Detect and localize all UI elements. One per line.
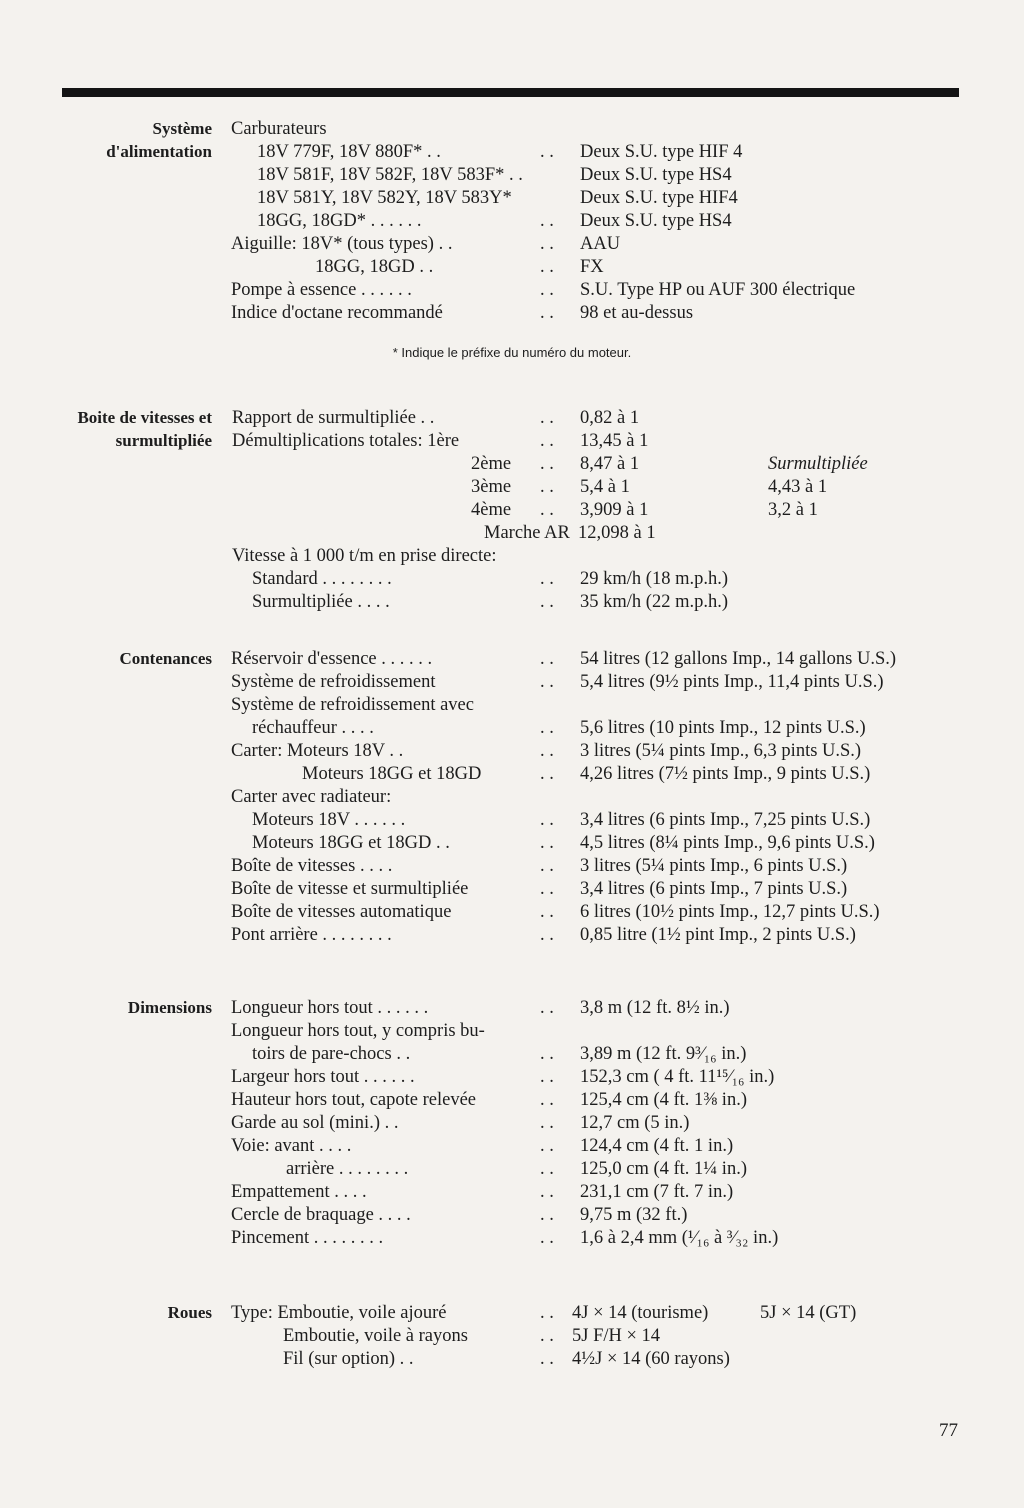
spec-row: 4ème . . 3,909 à 1 3,2 à 1 <box>471 500 818 520</box>
spec-row: Voie: avant . . . . . . 124,4 cm (4 ft. 1 in.) <box>231 1136 734 1156</box>
spec-row: Moteurs 18V . . . . . . . . 3,4 litres (6 pints Imp., 7,25 pints U.S.) <box>252 810 871 830</box>
section-label: Boite de vitesses et surmultipliée <box>77 408 212 450</box>
spec-row: Système de refroidissement avec <box>231 695 474 715</box>
spec-row: 2ème . . 8,47 à 1 Surmultipliée <box>471 454 868 474</box>
spec-row: Emboutie, voile à rayons . . 5J F/H × 14 <box>283 1326 661 1346</box>
spec-row: Pincement . . . . . . . . . . 1,6 à 2,4 mm (¹⁄₁₆ à ³⁄₃₂ in.) <box>231 1228 779 1248</box>
spec-row: Réservoir d'essence . . . . . . . . 54 litres (12 gallons Imp., 14 gallons U.S.) <box>231 649 897 669</box>
spec-row: Largeur hors tout . . . . . . . . 152,3 cm ( 4 ft. 11¹⁵⁄₁₆ in.) <box>231 1067 775 1087</box>
spec-row: réchauffeur . . . . . . 5,6 litres (10 pints Imp., 12 pints U.S.) <box>252 718 866 738</box>
spec-row: Moteurs 18GG et 18GD . . 4,26 litres (7½ pints Imp., 9 pints U.S.) <box>302 764 871 784</box>
spec-row: Hauteur hors tout, capote relevée . . 125,4 cm (4 ft. 1⅜ in.) <box>231 1090 747 1110</box>
page-number: 77 <box>939 1420 958 1441</box>
spec-row: Cercle de braquage . . . . . . 9,75 m (32 ft.) <box>231 1205 688 1225</box>
spec-row: Longueur hors tout, y compris bu- <box>231 1021 485 1041</box>
spec-row: Vitesse à 1 000 t/m en prise directe: <box>232 546 497 566</box>
spec-row: Rapport de surmultipliée . . . . 0,82 à 1 <box>232 408 640 428</box>
spec-row: toirs de pare-chocs . . . . 3,89 m (12 ft. 9³⁄₁₆ in.) <box>252 1044 747 1064</box>
spec-row: Pompe à essence . . . . . . . . S.U. Type HP ou AUF 300 électrique <box>231 280 856 300</box>
spec-row: Standard . . . . . . . . . . 29 km/h (18 m.p.h.) <box>252 569 728 589</box>
section-label: Dimensions <box>127 998 212 1017</box>
spec-row: Boîte de vitesses . . . . . . 3 litres (5¼ pints Imp., 6 pints U.S.) <box>231 856 848 876</box>
spec-row: Surmultipliée . . . . . . 35 km/h (22 m.p.h.) <box>252 592 728 612</box>
spec-row: Boîte de vitesses automatique . . 6 litres (10½ pints Imp., 12,7 pints U.S.) <box>231 902 880 922</box>
spec-row: Indice d'octane recommandé . . 98 et au-dessus <box>231 303 694 323</box>
spec-row: Carter avec radiateur: <box>231 787 392 807</box>
spec-row: Garde au sol (mini.) . . . . 12,7 cm (5 in.) <box>231 1113 690 1133</box>
section-label: Système d'alimentation <box>106 119 212 161</box>
spec-row: 3ème . . 5,4 à 1 4,43 à 1 <box>471 477 828 497</box>
overdrive-heading: Surmultipliée <box>768 454 868 474</box>
spec-row: arrière . . . . . . . . . . 125,0 cm (4 ft. 1¼ in.) <box>286 1159 747 1179</box>
spec-row: 18GG, 18GD . . . . FX <box>315 257 604 277</box>
section-label: Roues <box>167 1303 212 1322</box>
spec-row: Longueur hors tout . . . . . . . . 3,8 m (12 ft. 8½ in.) <box>231 998 730 1018</box>
top-rule <box>62 88 959 97</box>
spec-row: Empattement . . . . . . 231,1 cm (7 ft. 7 in.) <box>231 1182 734 1202</box>
spec-row: 18V 581F, 18V 582F, 18V 583F* . . Deux S.U. type HS4 <box>257 165 732 185</box>
section-label: Contenances <box>119 649 212 668</box>
spec-row: Boîte de vitesse et surmultipliée . . 3,4 litres (6 pints Imp., 7 pints U.S.) <box>231 879 848 899</box>
spec-row: Marche AR 12,098 à 1 <box>484 523 656 543</box>
spec-row: Fil (sur option) . . . . 4½J × 14 (60 rayons) <box>283 1349 730 1369</box>
spec-row: Démultiplications totales: 1ère . . 13,45 à 1 <box>232 431 649 451</box>
spec-row: Carburateurs <box>231 119 327 139</box>
footnote: * Indique le préfixe du numéro du moteur. <box>392 345 632 360</box>
spec-row: Système de refroidissement . . 5,4 litres (9½ pints Imp., 11,4 pints U.S.) <box>231 672 884 692</box>
spec-row: Carter: Moteurs 18V . . . . 3 litres (5¼ pints Imp., 6,3 pints U.S.) <box>231 741 862 761</box>
spec-row: 18V 779F, 18V 880F* . . . . Deux S.U. type HIF 4 <box>257 142 743 162</box>
spec-row: Type: Emboutie, voile ajouré . . 4J × 14 (tourisme) 5J × 14 (GT) <box>231 1303 857 1323</box>
spec-row: 18V 581Y, 18V 582Y, 18V 583Y* Deux S.U. type HIF4 <box>257 188 738 208</box>
spec-row: Moteurs 18GG et 18GD . . . . 4,5 litres (8¼ pints Imp., 9,6 pints U.S.) <box>252 833 875 853</box>
spec-row: Aiguille: 18V* (tous types) . . . . AAU <box>231 234 621 254</box>
spec-row: Pont arrière . . . . . . . . . . 0,85 litre (1½ pint Imp., 2 pints U.S.) <box>231 925 856 945</box>
spec-row: 18GG, 18GD* . . . . . . . . Deux S.U. type HS4 <box>257 211 732 231</box>
